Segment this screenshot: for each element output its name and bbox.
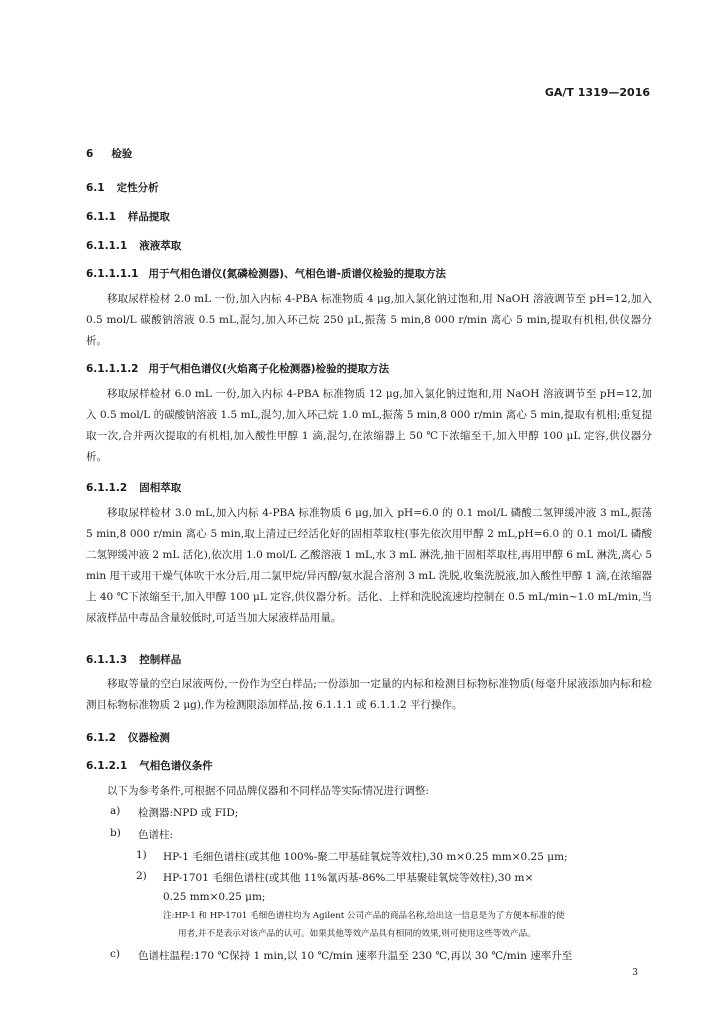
list-label: 1)	[136, 849, 147, 861]
section-number: 6.1.1.1	[86, 240, 128, 252]
section-number: 6.1.1.3	[86, 654, 128, 666]
section-title: 固相萃取	[139, 482, 182, 494]
paragraph: 移取尿样检材 3.0 mL,加入内标 4-PBA 标准物质 6 μg,加入 pH=6.0 的 0.1 mol/L 磷酸二氢钾缓冲液 3 mL,振荡 5 min,8 000 r/min 离心 5 min,取上清过已经活化好的固相萃取柱(事先依次用甲醇 2 mL,pH=6.0 的 0.1 mol/L 磷酸二氢钾缓冲液 2 mL 活化),依次用 1.0 mol/L 乙酸溶液 1 mL,水 3 mL 淋洗,抽干固相萃取柱,再用甲醇 6 mL 淋洗,离心 5 min 甩干或用干燥气体吹干水分后,用二氯甲烷/异丙醇/氨水混合溶剂 3 mL 洗脱,收集洗脱液,加入酸性甲醇 1 滴,在浓缩器上 40 ℃下浓缩至干,加入甲醇 100 μL 定容,供仪器分析。活化、上样和洗脱流速均控制在 0.5 mL/min~1.0 mL/min,当尿液样品中毒品含量较低时,可适当加大尿液样品用量。	[86, 507, 652, 624]
section-title: 样品提取	[127, 211, 170, 223]
list-label: a)	[110, 805, 121, 817]
list-item: 0.25 mm×0.25 μm;	[163, 891, 266, 903]
note: 用者,并不是表示对该产品的认可。如果其他等效产品具有相同的效果,则可使用这些等效产品。	[178, 929, 536, 939]
section-number: 6	[86, 148, 94, 160]
note: 注:HP-1 和 HP-1701 毛细色谱柱均为 Agilent 公司产品的商品名称,给出这一信息是为了方便本标准的使	[163, 911, 565, 921]
section-heading	[86, 180, 159, 195]
section-heading	[86, 361, 389, 376]
section-number: 6.1.1	[86, 211, 116, 223]
section-heading	[86, 480, 181, 495]
section-heading	[86, 238, 181, 253]
paragraph: 移取尿样检材 2.0 mL 一份,加入内标 4-PBA 标准物质 4 μg,加入氯化钠过饱和,用 NaOH 溶液调节至 pH=12,加入 0.5 mol/L 碳酸钠溶液 0.5 mL,混匀,加入环己烷 250 μL,振荡 5 min,8 000 r/min 离心 5 min,提取有机相,供仪器分析。	[86, 293, 652, 347]
list-item: 色谱柱:	[138, 829, 174, 841]
section-number: 6.1.1.2	[86, 482, 128, 494]
section-number: 6.1	[86, 182, 105, 194]
section-number: 6.1.2	[86, 732, 116, 744]
paragraph: 移取等量的空白尿液两份,一份作为空白样品;一份添加一定量的内标和检测目标物标准物质(每毫升尿液添加内标和检测目标物标准物质 2 μg),作为检测限添加样品,按 6.1.1.1 或 6.1.1.2 平行操作。	[86, 678, 652, 711]
section-number: 6.1.2.1	[86, 760, 128, 772]
section-title: 检验	[111, 148, 133, 160]
section-title: 用于气相色谱仪(火焰离子化检测器)检验的提取方法	[148, 363, 390, 375]
page-number: 3	[632, 968, 638, 978]
list-item: HP-1701 毛细色谱柱(或其他 11%氰丙基-86%二甲基聚硅氧烷等效柱),30 m×	[163, 872, 534, 884]
section-heading	[86, 266, 446, 281]
list-item: 检测器:NPD 或 FID;	[138, 807, 239, 819]
paragraph: 以下为参考条件,可根据不同品牌仪器和不同样品等实际情况进行调整:	[107, 785, 429, 797]
section-number: 6.1.1.1.1	[86, 268, 139, 280]
section-heading	[86, 652, 181, 667]
section-heading	[86, 758, 213, 773]
section-heading	[86, 209, 170, 224]
section-title: 用于气相色谱仪(氮磷检测器)、气相色谱-质谱仪检验的提取方法	[148, 268, 446, 280]
list-label: 2)	[136, 870, 147, 882]
section-number: 6.1.1.1.2	[86, 363, 139, 375]
section-title: 定性分析	[116, 182, 159, 194]
list-item: HP-1 毛细色谱柱(或其他 100%-聚二甲基硅氧烷等效柱),30 m×0.25 mm×0.25 μm;	[163, 851, 568, 863]
section-title: 气相色谱仪条件	[139, 760, 213, 772]
standard-number: GA/T 1319—2016	[544, 86, 650, 99]
section-heading	[86, 730, 170, 745]
paragraph: 移取尿样检材 6.0 mL 一份,加入内标 4-PBA 标准物质 12 μg,加入氯化钠过饱和,用 NaOH 溶液调节至 pH=12,加入 0.5 mol/L 的碳酸钠溶液 1.5 mL,混匀,加入环己烷 1.0 mL,振荡 5 min,8 000 r/min 离心 5 min,提取有机相;重复提取一次,合并两次提取的有机相,加入酸性甲醇 1 滴,混匀,在浓缩器上 50 ℃下浓缩至干,加入甲醇 100 μL 定容,供仪器分析。	[86, 388, 652, 463]
list-item: 色谱柱温程:170 ℃保持 1 min,以 10 ℃/min 速率升温至 230 ℃,再以 30 ℃/min 速率升至	[138, 950, 573, 962]
list-label: b)	[110, 827, 121, 839]
section-title: 控制样品	[139, 654, 182, 666]
section-title: 仪器检测	[127, 732, 170, 744]
section-heading	[86, 146, 132, 161]
list-label: c)	[110, 948, 120, 960]
section-title: 液液萃取	[139, 240, 182, 252]
